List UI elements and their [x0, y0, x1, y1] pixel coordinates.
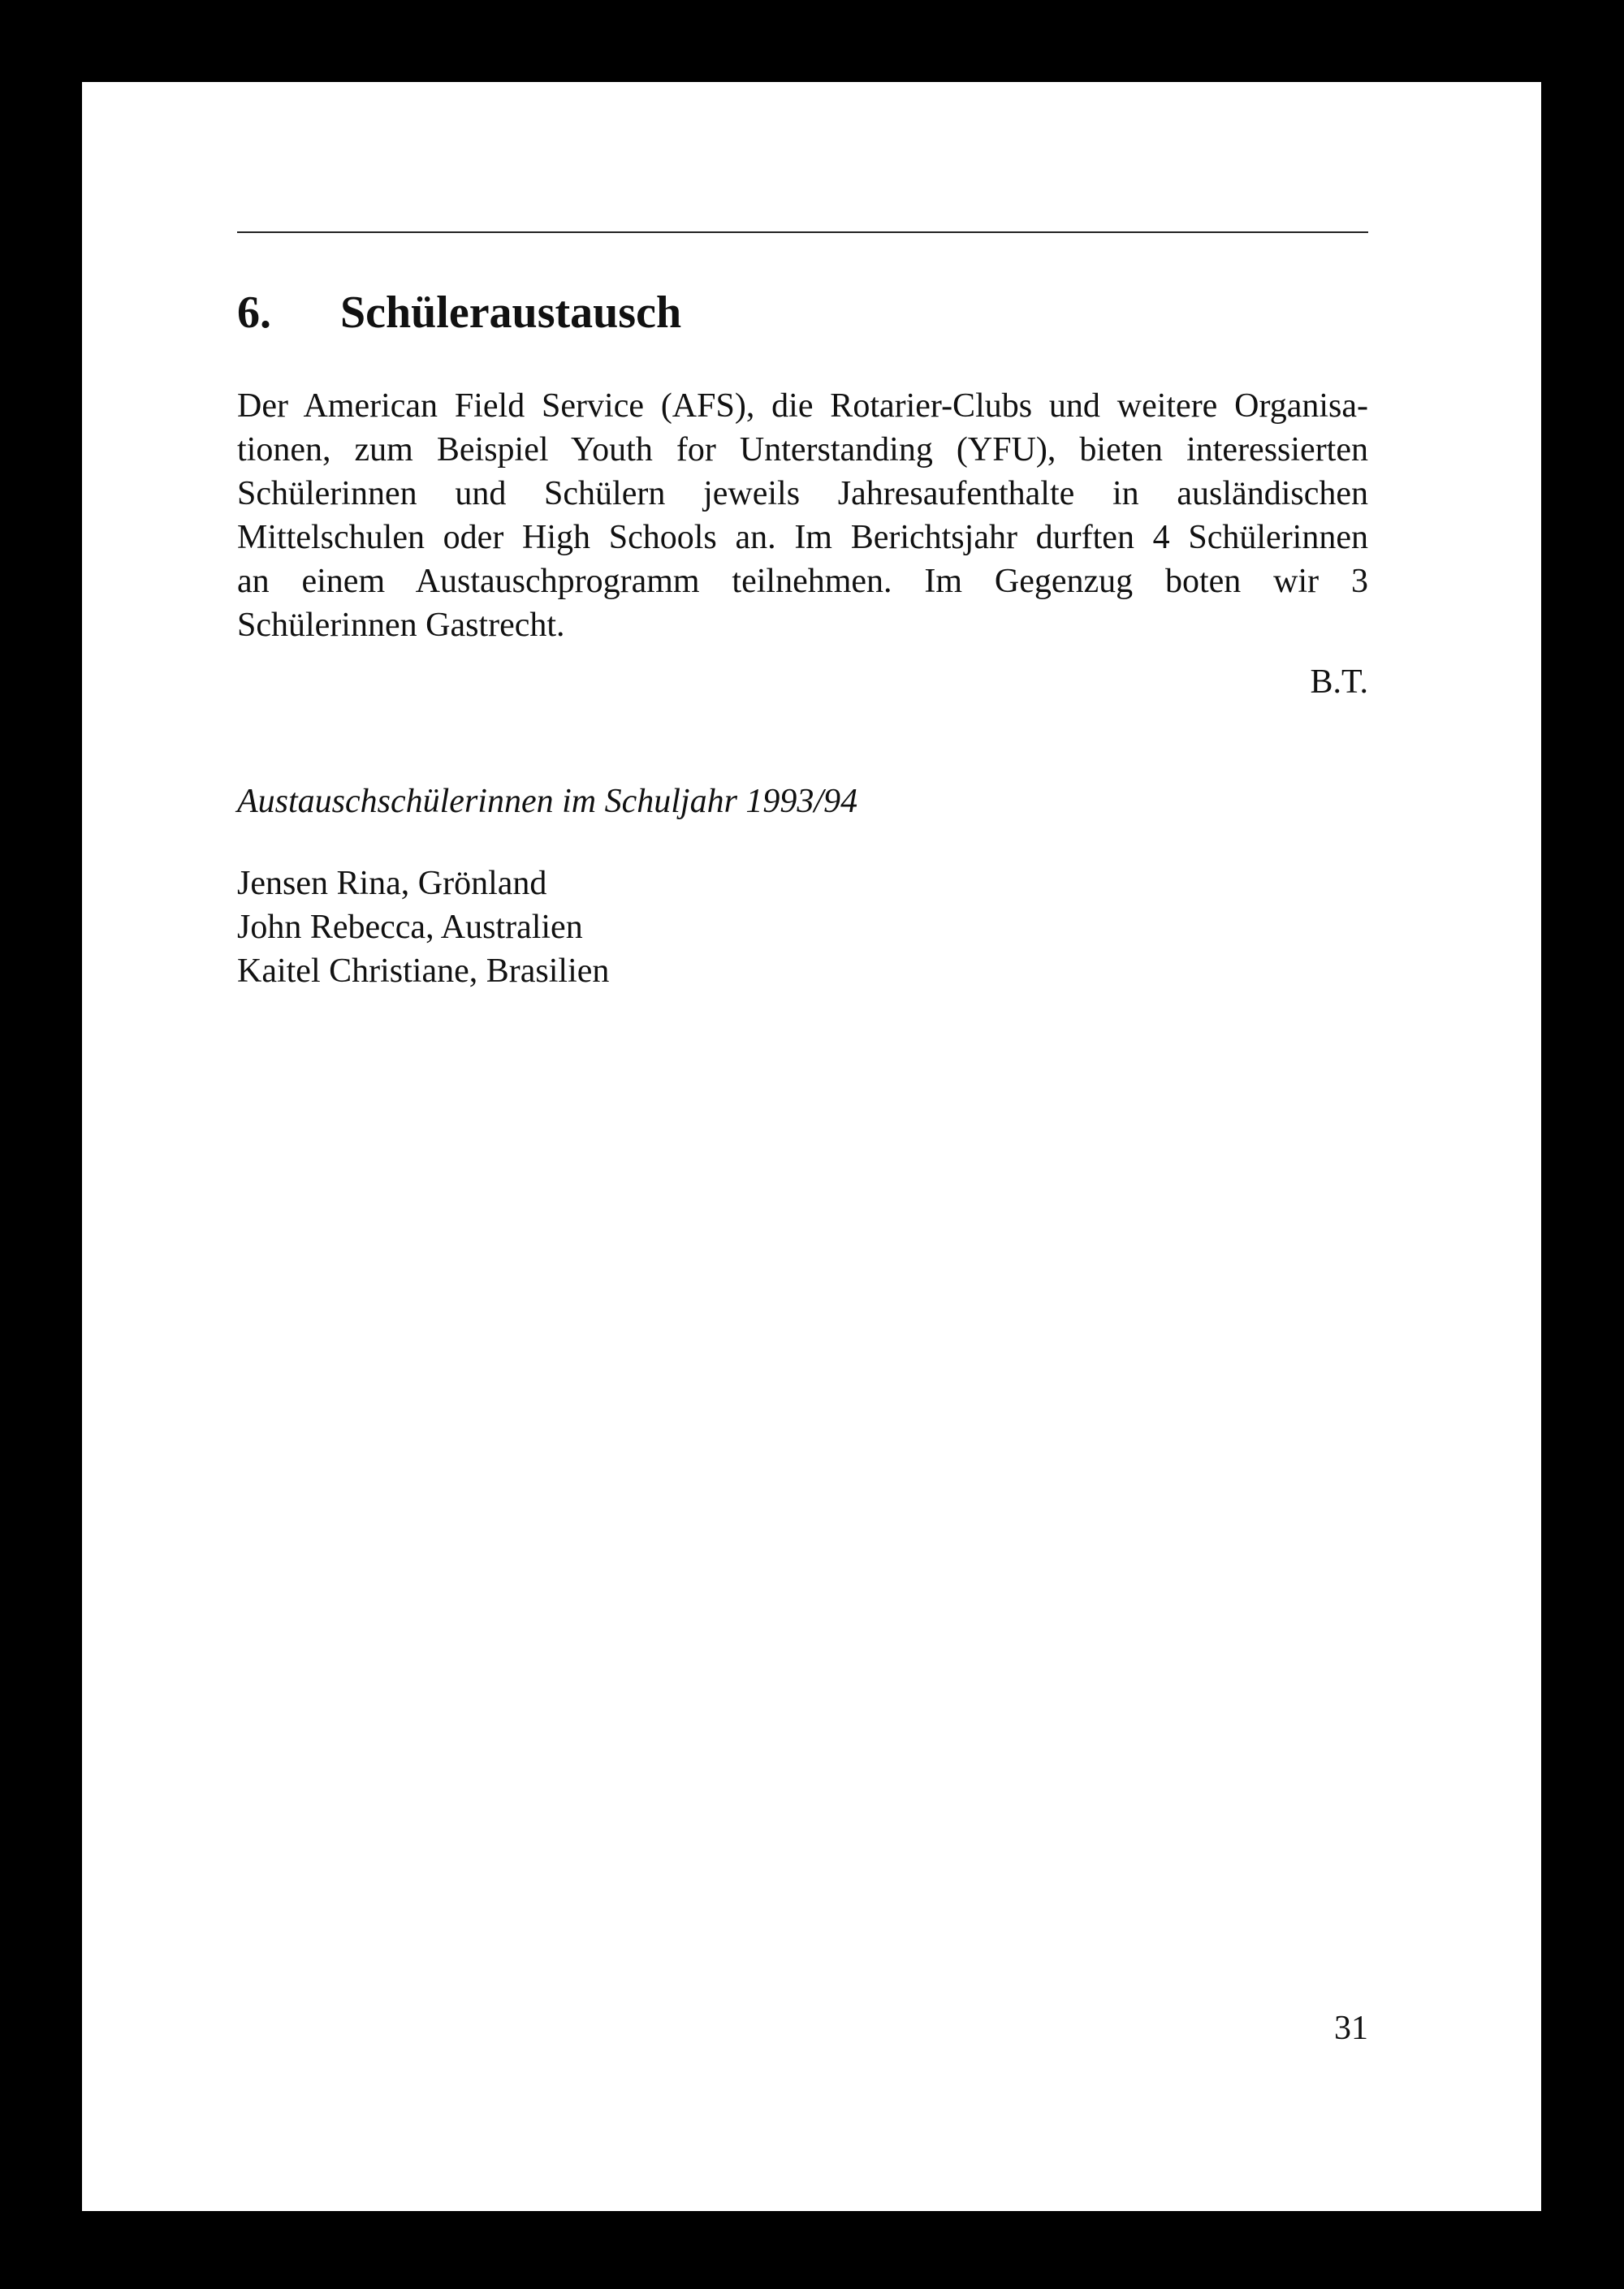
paragraph-line: Mittelschulen oder High Schools an. Im Berichtsjahr durften 4 Schülerinnen — [237, 519, 1368, 556]
exchange-students-heading: Austauschschülerinnen im Schuljahr 1993/94 — [237, 783, 858, 820]
paragraph-line: Der American Field Service (AFS), die Rotarier-Clubs und weitere Organisa- — [237, 387, 1368, 425]
paragraph-line: Schülerinnen Gastrecht. — [237, 607, 565, 644]
author-initials: B.T. — [1310, 663, 1368, 701]
body-paragraph — [237, 384, 1368, 647]
list-item: Kaitel Christiane, Brasilien — [237, 952, 610, 990]
exchange-students-list — [237, 862, 609, 993]
paragraph-line: an einem Austauschprogramm teilnehmen. Im Gegenzug boten wir 3 — [237, 563, 1368, 600]
page-number: 31 — [1334, 2010, 1368, 2047]
paragraph-line: Schülerinnen und Schülern jeweils Jahresaufenthalte in ausländischen — [237, 475, 1368, 512]
list-item: John Rebecca, Australien — [237, 909, 583, 946]
section-number: 6. — [237, 287, 271, 338]
list-item: Jensen Rina, Grönland — [237, 865, 547, 902]
header-rule — [237, 231, 1368, 233]
section-heading — [237, 287, 682, 338]
section-title: Schüleraustausch — [340, 287, 682, 338]
document-page — [82, 82, 1541, 2211]
paragraph-line: tionen, zum Beispiel Youth for Unterstanding (YFU), bieten interessierten — [237, 431, 1368, 469]
